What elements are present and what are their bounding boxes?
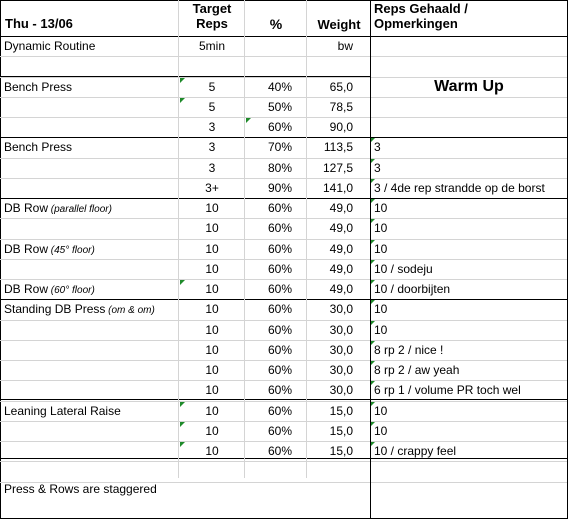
grid-row-line [0,380,567,381]
notes-cell: 10 [374,201,388,215]
notes-cell: 10 / sodeju [374,261,433,276]
grid-row-line [0,36,567,37]
weight-cell: 49,0 [329,261,353,276]
notes-cell: 10 / crappy feel [374,444,457,458]
weight-cell: bw [337,39,353,53]
exercise-detail: (om & om) [105,305,155,317]
weight-cell: 113,5 [323,140,353,155]
percent-cell: 60% [267,444,292,458]
reps-cell: 10 [205,403,219,418]
reps-cell: 3+ [205,180,219,195]
exercise-cell [4,242,180,258]
exercise-detail: (60° floor) [48,285,95,296]
grid-row-line [0,76,370,77]
reps-cell: 10 [205,322,219,337]
notes-cell: 10 [374,423,388,438]
target-reps-header-line1: Target [192,2,232,16]
weight-cell: 30,0 [329,302,353,317]
warm-up-label: Warm Up [434,78,504,95]
grid-row-line [0,360,567,361]
exercise-name: Bench Press [4,79,73,94]
weight-cell: 49,0 [329,201,353,215]
grid-row-line [0,137,370,138]
reps-cell: 5min [198,39,225,53]
notes-header-line2: Opmerkingen [374,17,458,31]
exercise-name: DB Row [4,282,49,296]
comment-indicator-icon [180,402,185,407]
notes-cell: 10 [374,302,388,317]
grid-row-line [0,461,567,462]
notes-cell: 8 rp 2 / nice ! [374,342,444,357]
grid-row-line [370,399,567,400]
percent-cell: 60% [267,403,292,418]
grid-row-line [370,458,567,459]
grid-column-line [244,0,245,478]
grid-row-line [0,458,370,459]
percent-cell: 70% [267,140,292,155]
comment-indicator-icon [180,422,185,427]
notes-header-line1: Reps Gehaald / [374,2,468,16]
reps-cell: 3 [208,140,216,155]
grid-row-line [0,259,567,260]
grid-column-line [178,0,179,478]
exercise-cell [4,282,180,298]
percent-cell: 60% [267,120,292,134]
percent-cell: 60% [267,322,292,337]
grid-row-line [0,299,370,300]
grid-row-line [0,482,567,483]
exercise-name: Bench Press [4,140,73,155]
target-reps-header-line2: Reps [196,17,228,31]
weight-cell: 15,0 [329,444,353,458]
comment-indicator-icon [246,118,251,123]
weight-cell: 49,0 [329,241,353,256]
percent-cell: 60% [267,302,292,317]
percent-cell: 60% [267,363,292,377]
grid-row-line [0,77,567,78]
weight-cell: 49,0 [329,282,353,296]
percent-cell: 80% [267,160,292,175]
notes-cell: 3 / 4de rep strandde op de borst [374,180,545,195]
notes-cell: 10 [374,322,388,337]
grid-row-line [0,178,567,179]
exercise-name: Dynamic Routine [4,39,96,53]
exercise-detail: (45° floor) [48,244,95,256]
percent-cell: 90% [267,180,292,195]
grid-row-line [370,198,567,199]
reps-cell: 3 [208,120,216,134]
percent-header: % [269,17,283,31]
reps-cell: 10 [205,282,219,296]
exercise-name: DB Row [4,201,49,215]
notes-cell: 10 [374,403,388,418]
grid-row-line [370,299,567,300]
notes-cell: 3 [374,140,381,155]
percent-cell: 60% [267,383,292,398]
grid-column-line [306,0,307,478]
percent-cell: 40% [267,79,292,94]
percent-cell: 60% [267,221,292,236]
exercise-cell [4,404,180,418]
weight-header: Weight [317,18,361,32]
percent-cell: 60% [267,282,292,296]
grid-row-line [0,421,567,422]
exercise-cell [4,201,180,217]
notes-cell: 10 [374,221,388,236]
grid-row-line [0,56,567,57]
reps-cell: 10 [205,444,219,458]
reps-cell: 5 [208,79,216,94]
grid-row-line [0,239,567,240]
weight-cell: 127,5 [322,160,353,175]
comment-indicator-icon [180,98,185,103]
reps-cell: 10 [205,383,219,398]
grid-row-line [0,320,567,321]
exercise-cell [4,302,180,318]
reps-cell: 10 [205,423,219,438]
notes-cell: 10 / doorbijten [374,282,451,296]
weight-cell: 30,0 [329,383,353,398]
grid-column-line [370,0,371,519]
weight-cell: 90,0 [329,120,353,134]
grid-row-line [0,218,567,219]
grid-row-line [0,0,567,1]
grid-row-line [0,340,567,341]
comment-indicator-icon [180,442,185,447]
reps-cell: 10 [205,201,219,215]
notes-cell: 10 [374,241,388,256]
weight-cell: 15,0 [329,403,353,418]
percent-cell: 60% [267,241,292,256]
exercise-detail: (parallel floor) [48,204,112,215]
grid-row-line [0,198,370,199]
grid-row-line [0,401,567,402]
sheet-title: Thu - 13/06 [5,17,73,31]
percent-cell: 60% [267,201,292,215]
grid-row-line [0,97,567,98]
notes-cell: 3 [374,160,381,175]
percent-cell: 60% [267,342,292,357]
reps-cell: 10 [205,302,219,317]
percent-cell: 50% [267,99,292,114]
weight-cell: 15,0 [329,423,353,438]
weight-cell: 30,0 [329,363,353,377]
reps-cell: 10 [205,261,219,276]
percent-cell: 60% [267,261,292,276]
reps-cell: 10 [205,363,219,377]
exercise-cell [4,140,180,154]
weight-cell: 65,0 [329,79,353,94]
reps-cell: 3 [208,160,216,175]
reps-cell: 10 [205,342,219,357]
notes-cell: 6 rp 1 / volume PR toch wel [374,383,521,398]
exercise-name: Standing DB Press [4,302,106,317]
grid-row-line [370,137,567,138]
grid-row-line [0,117,567,118]
exercise-name: DB Row [4,241,49,256]
reps-cell: 10 [205,241,219,256]
grid-row-line [0,399,370,400]
percent-cell: 60% [267,423,292,438]
weight-cell: 49,0 [329,221,353,236]
reps-cell: 5 [208,99,216,114]
comment-indicator-icon [180,78,185,83]
grid-row-line [0,279,567,280]
weight-cell: 30,0 [329,322,353,337]
grid-row-line [0,441,567,442]
weight-cell: 141,0 [322,180,353,195]
weight-cell: 30,0 [329,342,353,357]
exercise-cell [4,39,180,53]
grid-row-line [0,158,567,159]
comment-indicator-icon [180,280,185,285]
exercise-cell [4,80,180,94]
footer-note: Press & Rows are staggered [4,482,157,496]
notes-cell: 8 rp 2 / aw yeah [374,363,460,377]
exercise-name: Leaning Lateral Raise [4,403,121,418]
weight-cell: 78,5 [329,99,353,114]
reps-cell: 10 [205,221,219,236]
